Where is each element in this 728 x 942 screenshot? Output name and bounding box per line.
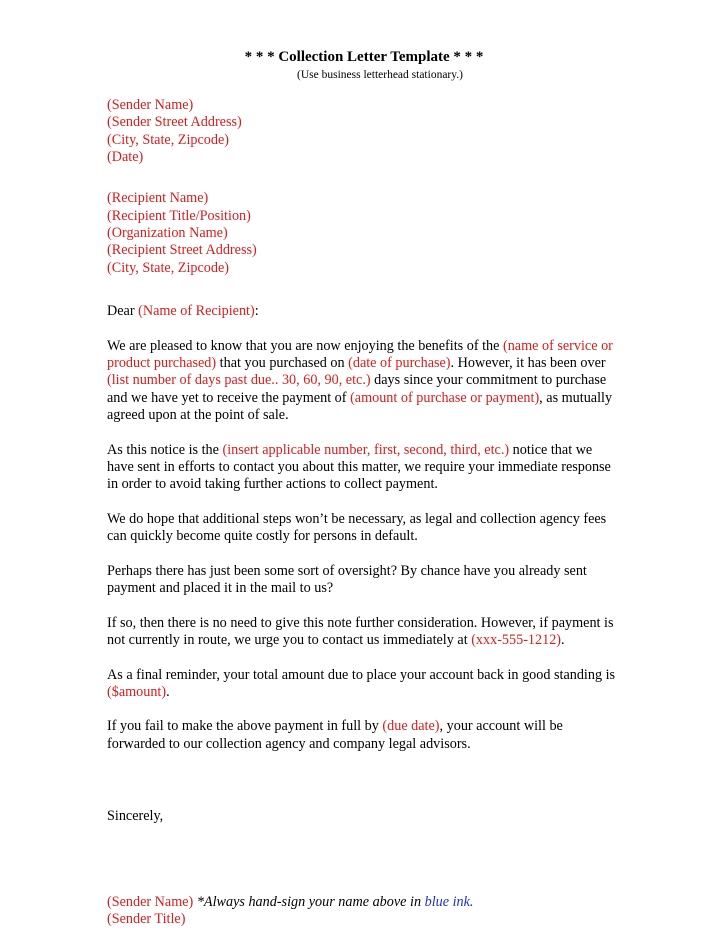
text: If so, then there is no need to give this note further consideration. However, if payment is <box>107 614 614 631</box>
text: and we have yet to receive the payment of <box>107 389 351 406</box>
text: that you purchased on <box>216 355 349 372</box>
recipient-city: (City, State, Zipcode) <box>107 259 230 276</box>
sender-name: (Sender Name) <box>107 97 194 113</box>
text: payment and placed it in the mail to us? <box>107 580 334 597</box>
paragraph-6 <box>107 667 627 702</box>
recipient-street: (Recipient Street Address) <box>107 242 257 259</box>
closing <box>107 808 627 825</box>
text: If you fail to make the above payment in full by <box>107 718 383 735</box>
placeholder-service: product purchased) <box>107 355 217 372</box>
recipient-block <box>107 190 627 276</box>
sender-street: (Sender Street Address) <box>107 114 242 131</box>
greeting-recipient: (Name of Recipient) <box>138 303 255 320</box>
paragraph-4 <box>107 563 627 598</box>
text: not currently in route, we urge you to contact us immediately at <box>107 631 472 648</box>
letter-body <box>107 97 627 928</box>
text: . <box>561 631 565 648</box>
placeholder-service: (name of service or <box>502 337 613 354</box>
text: . <box>166 683 170 700</box>
text: As this notice is the <box>107 441 223 458</box>
text: in order to avoid taking further actions to collect payment. <box>107 476 438 493</box>
letter-date: (Date) <box>107 148 144 165</box>
signature-title: (Sender Title) <box>107 911 186 928</box>
text: We are pleased to know that you are now enjoying the benefits of the <box>107 337 503 354</box>
paragraph-2 <box>107 442 627 494</box>
closing-text: Sincerely, <box>107 808 164 825</box>
greeting <box>107 303 627 320</box>
signature-block <box>107 894 627 929</box>
text: days since your commitment to purchase <box>370 372 607 389</box>
text: We do hope that additional steps won’t be necessary, as legal and collection agency fees <box>107 510 607 527</box>
placeholder-due-date: (due date) <box>382 718 440 735</box>
sender-city: (City, State, Zipcode) <box>107 131 230 148</box>
greeting-suffix: : <box>254 303 259 320</box>
text: can quickly become quite costly for persons in default. <box>107 528 418 545</box>
text: Perhaps there has just been some sort of oversight? By chance have you already sent <box>107 562 587 579</box>
document-title: * * * Collection Letter Template * * * <box>244 49 484 65</box>
recipient-title: (Recipient Title/Position) <box>107 207 251 224</box>
paragraph-7 <box>107 718 627 753</box>
signature-note: *Always hand-sign your name above in <box>193 893 425 910</box>
organization-name: (Organization Name) <box>107 225 228 242</box>
text: forwarded to our collection agency and company legal advisors. <box>107 735 471 752</box>
placeholder-phone: (xxx-555-1212) <box>471 631 562 648</box>
text: agreed upon at the point of sale. <box>107 407 289 424</box>
placeholder-amount: (amount of purchase or payment) <box>350 389 540 406</box>
sender-block <box>107 97 627 166</box>
text: have sent in efforts to contact you about this matter, we require your immediate response <box>107 458 611 475</box>
placeholder-days-past-due: (list number of days past due.. 30, 60, 90, etc.) <box>107 372 371 389</box>
text: As a final reminder, your total amount due to place your account back in good standing is <box>107 666 616 683</box>
greeting-prefix: Dear <box>107 303 139 320</box>
signature-name: (Sender Name) <box>107 893 194 910</box>
recipient-name: (Recipient Name) <box>107 190 209 207</box>
text: notice that we <box>509 441 593 458</box>
placeholder-amount-due: ($amount) <box>107 683 167 700</box>
document-subtitle: (Use business letterhead stationary.) <box>297 69 463 81</box>
text: , your account will be <box>439 718 563 735</box>
placeholder-notice-number: (insert applicable number, first, second, third, etc.) <box>222 441 510 458</box>
text: . However, it has been over <box>450 355 606 372</box>
paragraph-3 <box>107 511 627 546</box>
paragraph-5 <box>107 615 627 650</box>
placeholder-purchase-date: (date of purchase) <box>348 355 451 372</box>
paragraph-1 <box>107 338 627 424</box>
signature-note-blue: blue ink. <box>424 893 474 910</box>
text: , as mutually <box>539 389 613 406</box>
